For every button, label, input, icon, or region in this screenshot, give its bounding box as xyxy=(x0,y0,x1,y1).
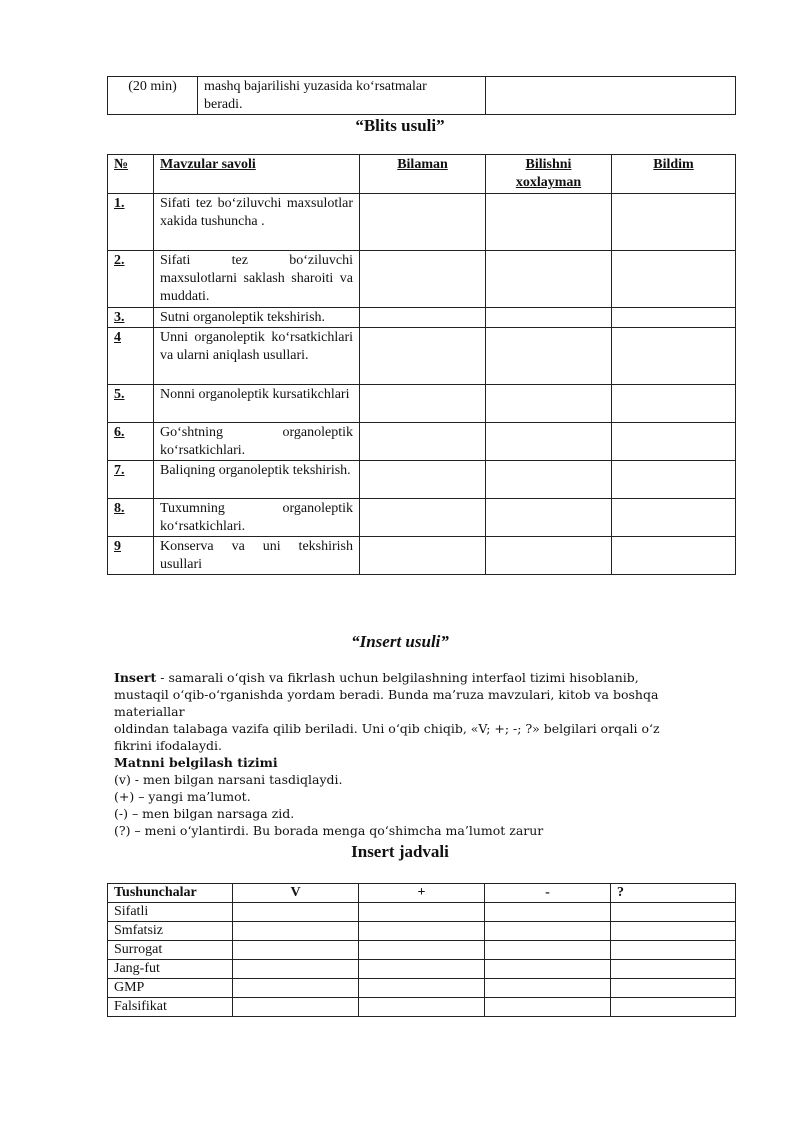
mark-item: (+) – yangi ma’lumot. xyxy=(114,789,251,804)
empty-cell xyxy=(359,903,485,922)
empty-cell xyxy=(360,385,486,423)
table-row xyxy=(108,461,736,499)
instruction-line: mashq bajarilishi yuzasida ko‘rsatmalar xyxy=(204,79,427,94)
empty-cell xyxy=(611,922,736,941)
row-number: 2. xyxy=(108,251,154,308)
row-topic: Sifati tez bo‘ziluvchi maxsulotlarni saklash sharoiti va muddati. xyxy=(154,251,360,308)
insert-jadval-title: Insert jadvali xyxy=(351,842,449,861)
table-row xyxy=(108,537,736,575)
concept-cell: GMP xyxy=(108,979,233,998)
empty-cell xyxy=(612,423,736,461)
header-topic: Mavzular savoli xyxy=(154,155,360,194)
empty-cell xyxy=(486,328,612,385)
row-number: 7. xyxy=(108,461,154,499)
insert-paragraph-line xyxy=(114,669,714,686)
table-row xyxy=(108,308,736,328)
empty-cell xyxy=(360,423,486,461)
row-number: 3. xyxy=(108,308,154,328)
empty-cell xyxy=(486,308,612,328)
empty-cell xyxy=(360,251,486,308)
table-row xyxy=(108,941,736,960)
header-question: ? xyxy=(611,884,736,903)
empty-cell xyxy=(611,979,736,998)
blits-title: “Blits usuli” xyxy=(355,116,445,135)
insert-paragraph-line: mustaqil o‘qib-o‘rganishda yordam beradi. Bunda ma’ruza mavzulari, kitob va boshqa materiallar xyxy=(114,687,659,719)
empty-cell xyxy=(360,537,486,575)
table-row xyxy=(108,960,736,979)
row-topic: Sifati tez bo‘ziluvchi maxsulotlar xakida tushuncha . xyxy=(154,194,360,251)
row-number: 9 xyxy=(108,537,154,575)
empty-cell xyxy=(612,328,736,385)
header-tushunchalar: Tushunchalar xyxy=(108,884,233,903)
insert-intro-text: - samarali o‘qish va fikrlash uchun belgilashning interfaol tizimi hisoblanib, xyxy=(156,670,639,685)
empty-cell xyxy=(359,960,485,979)
empty-cell xyxy=(233,979,359,998)
empty-cell xyxy=(486,251,612,308)
empty-cell xyxy=(611,998,736,1017)
table-row xyxy=(108,903,736,922)
empty-cell xyxy=(612,385,736,423)
empty-cell xyxy=(359,922,485,941)
mark-item: (v) - men bilgan narsani tasdiqlaydi. xyxy=(114,772,343,787)
table-row xyxy=(108,979,736,998)
instruction-cell xyxy=(198,77,486,115)
insert-description xyxy=(114,669,714,839)
header-minus: - xyxy=(485,884,611,903)
empty-cell xyxy=(359,941,485,960)
insert-paragraph-line: fikrini ifodalaydi. xyxy=(114,738,222,753)
empty-cell xyxy=(233,903,359,922)
row-topic: Go‘shtning organoleptik ko‘rsatkichlari. xyxy=(154,423,360,461)
empty-cell xyxy=(611,960,736,979)
header-bilaman: Bilaman xyxy=(360,155,486,194)
row-number: 4 xyxy=(108,328,154,385)
empty-cell xyxy=(612,461,736,499)
row-topic: Sutni organoleptik tekshirish. xyxy=(154,308,360,328)
empty-cell xyxy=(612,251,736,308)
table-row xyxy=(108,194,736,251)
empty-cell xyxy=(486,385,612,423)
insert-paragraph-line: oldindan talabaga vazifa qilib beriladi. Uni o‘qib chiqib, «V; +; -; ?» belgilari orqali o‘z xyxy=(114,721,660,736)
row-topic: Baliqning organoleptik tekshirish. xyxy=(154,461,360,499)
empty-cell xyxy=(612,499,736,537)
concept-cell: Jang-fut xyxy=(108,960,233,979)
marking-system-heading: Matnni belgilash tizimi xyxy=(114,755,278,770)
empty-cell xyxy=(360,461,486,499)
empty-cell xyxy=(486,423,612,461)
row-number: 5. xyxy=(108,385,154,423)
empty-cell xyxy=(360,499,486,537)
row-topic: Konserva va uni tekshirish usullari xyxy=(154,537,360,575)
empty-cell xyxy=(485,960,611,979)
table-row xyxy=(108,385,736,423)
header-bildim: Bildim xyxy=(612,155,736,194)
row-topic: Unni organoleptik ko‘rsatkichlari va ularni aniqlash usullari. xyxy=(154,328,360,385)
header-v: V xyxy=(233,884,359,903)
empty-cell xyxy=(486,499,612,537)
top-fragment-table xyxy=(107,76,736,115)
table-row xyxy=(108,251,736,308)
empty-cell xyxy=(233,922,359,941)
empty-cell xyxy=(611,903,736,922)
empty-cell xyxy=(233,998,359,1017)
mark-item: (?) – meni o‘ylantirdi. Bu borada menga qo‘shimcha ma’lumot zarur xyxy=(114,823,544,838)
empty-cell xyxy=(233,941,359,960)
row-topic: Nonni organoleptik kursatikchlari xyxy=(154,385,360,423)
empty-cell xyxy=(612,537,736,575)
table-row xyxy=(108,922,736,941)
concept-cell: Smfatsiz xyxy=(108,922,233,941)
empty-cell xyxy=(359,979,485,998)
table-header-row xyxy=(108,155,736,194)
empty-cell xyxy=(360,308,486,328)
empty-cell xyxy=(485,979,611,998)
mark-item: (-) – men bilgan narsaga zid. xyxy=(114,806,295,821)
row-number: 6. xyxy=(108,423,154,461)
table-row xyxy=(108,328,736,385)
concept-cell: Falsifikat xyxy=(108,998,233,1017)
empty-cell xyxy=(612,308,736,328)
table-row xyxy=(108,499,736,537)
row-number: 1. xyxy=(108,194,154,251)
instruction-line: beradi. xyxy=(204,97,243,112)
header-number: № xyxy=(108,155,154,194)
empty-cell xyxy=(485,941,611,960)
table-row xyxy=(108,423,736,461)
concept-cell: Surrogat xyxy=(108,941,233,960)
empty-cell xyxy=(611,941,736,960)
blits-table xyxy=(107,154,736,575)
header-plus: + xyxy=(359,884,485,903)
empty-cell xyxy=(360,194,486,251)
empty-cell xyxy=(486,194,612,251)
empty-cell xyxy=(612,194,736,251)
header-bilishni: Bilishni xoxlayman xyxy=(486,155,612,194)
insert-term: Insert xyxy=(114,670,157,685)
empty-cell xyxy=(359,998,485,1017)
empty-cell xyxy=(485,998,611,1017)
insert-jadval-table xyxy=(107,883,736,1017)
empty-cell xyxy=(486,77,736,115)
empty-cell xyxy=(233,960,359,979)
empty-cell xyxy=(486,537,612,575)
table-row xyxy=(108,998,736,1017)
concept-cell: Sifatli xyxy=(108,903,233,922)
empty-cell xyxy=(485,922,611,941)
empty-cell xyxy=(485,903,611,922)
empty-cell xyxy=(360,328,486,385)
empty-cell xyxy=(486,461,612,499)
row-topic: Tuxumning organoleptik ko‘rsatkichlari. xyxy=(154,499,360,537)
table-header-row xyxy=(108,884,736,903)
table-row xyxy=(108,77,736,115)
time-cell: (20 min) xyxy=(108,77,198,115)
row-number: 8. xyxy=(108,499,154,537)
insert-title: “Insert usuli” xyxy=(351,632,449,651)
